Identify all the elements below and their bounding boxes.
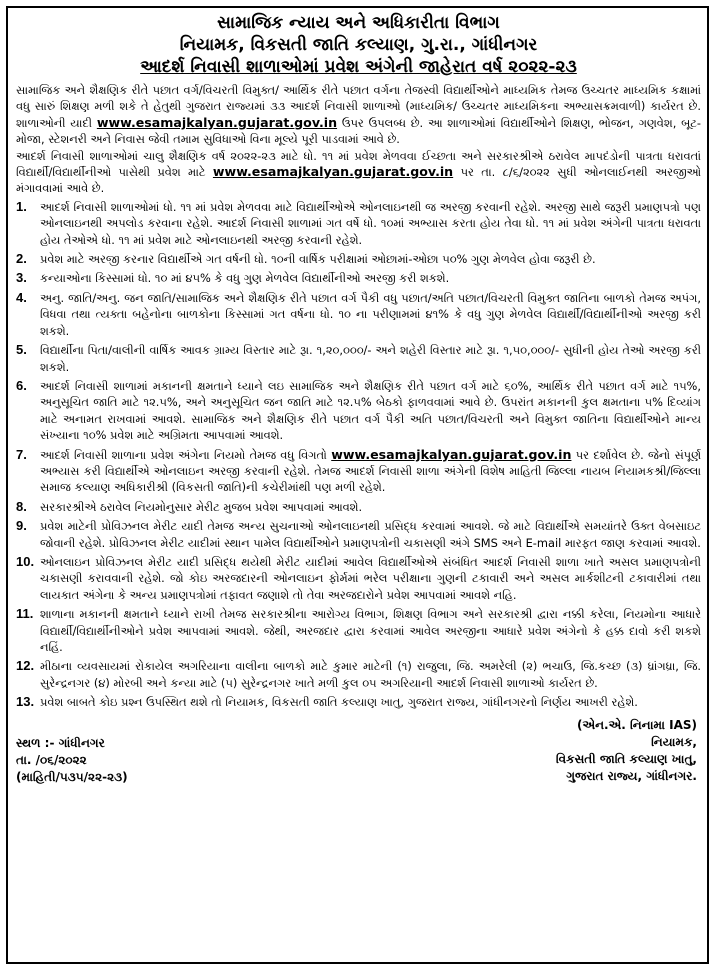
list-item xyxy=(16,518,701,551)
item-text: વિદ્યાર્થીના પિતા/વાલીની વાર્ષિક આવક ગ્રામ્ય વિસ્તાર માટે રૂા. ૧,૨૦,૦૦૦/- અને શહેરી વિસ્તાર માટે રૂા. ૧,૫૦,૦૦૦/- સુધીની હોય તેઓ અરજી કરી શકશે. xyxy=(40,343,701,374)
item-number: 12. xyxy=(16,658,35,674)
intro-paragraph-2 xyxy=(16,148,701,197)
item-text: પ્રવેશ માટે અરજી કરનાર વિદ્યાર્થીએ ગત વર્ષની ધો. ૧૦ની વાર્ષિક પરીક્ષામાં ઓછામાં-ઓછા ૫૦% ગુણ મેળવેલ હોવા જરૂરી છે. xyxy=(40,252,596,267)
website-link[interactable]: www.esamajkalyan.gujarat.gov.in xyxy=(96,114,338,130)
list-item xyxy=(16,251,701,267)
advertisement-border xyxy=(6,6,709,964)
item-number: 3. xyxy=(16,270,27,286)
office-name: વિકસતી જાતિ કલ્યાણ ખાતુ, xyxy=(555,751,697,766)
list-item xyxy=(16,606,701,655)
rules-list xyxy=(16,199,701,711)
item-text: પ્રવેશ માટેની પ્રોવિઝનલ મેરીટ યાદી તેમજ અન્ય સુચનાઓ ઓનલાઇનથી પ્રસિદ્ધ કરવામાં આવશે. જે માટે વિદ્યાર્થીએ સમયાંતરે ઉક્ત વેબસાઇટ જોવાની રહેશે. પ્રોવિઝનલ મેરીટ યાદીમાં સ્થાન પામેલ વિદ્યાર્થીઓને પ્રમાણપત્રોની ચકાસણી અંગે SMS અને E-mail મારફત જાણ કરવામાં આવશે. xyxy=(40,519,701,550)
item-text: પ્રવેશ બાબતે કોઇ પ્રશ્ન ઉપસ્થિત થશે તો નિયામક, વિકસતી જાતિ કલ્યાણ ખાતુ, ગુજરાત રાજ્ય, ગાંધીનગરનો નિર્ણય આખરી રહેશે. xyxy=(40,695,638,710)
list-item xyxy=(16,447,701,496)
signatory-name: (એન.એ. નિનામા IAS) xyxy=(576,717,697,732)
item-text: ઓનલાઇન પ્રોવિઝનલ મેરીટ યાદી પ્રસિદ્ધ થયેથી મેરીટ યાદીમાં આવેલ વિદ્યાર્થીઓએ સંબંધિત આદર્શ નિવાસી શાળા ખાતે અસલ પ્રમાણપત્રોની ચકાસણી કરાવવાની રહેશે. જો કોઇ અરજદારની ઓનલાઇન ફોર્મમાં ભરેલ પરીક્ષાના ગુણની ટકાવારી અને અસલ માર્કશીટની ટકાવારીમાં તથા લાયકાત અંગેના કે અન્ય પ્રમાણપત્રોમાં તફાવત જણાશે તો તેવા અરજદારોને પ્રવેશ આપવામાં આવશે નહિ. xyxy=(40,554,701,602)
intro-paragraph-1 xyxy=(16,82,701,148)
item-text xyxy=(40,447,701,496)
item-number: 11. xyxy=(16,606,34,622)
item-number: 5. xyxy=(16,342,27,358)
footer xyxy=(16,717,701,786)
list-item xyxy=(16,554,701,603)
date: તા. /૦૬/૨૦૨૨ xyxy=(16,752,87,767)
list-item xyxy=(16,378,701,444)
item-text: આદર્શ નિવાસી શાળાઓમાં ધો. ૧૧ માં પ્રવેશ મેળવવા માટે વિદ્યાર્થીઓએ ઓનલાઇનથી જ અરજી કરવાની રહેશે. અરજી સાથે જરૂરી પ્રમાણપત્રો પણ ઓનલાઇનથી અપલોડ કરવાના રહેશે. આદર્શ નિવાસી શાળામાં ગત વર્ષે ધો. ૧૦માં અભ્યાસ કરતા હોય તેવા ધો. ૧૧ માં પ્રવેશ અંગેની પાત્રતા ધરાવતા હોય તેઓએ ધો. ૧૧ માં પ્રવેશ માટે ઓનલાઇનથી અરજી કરવાની રહેશે. xyxy=(40,199,701,247)
item-text: કન્યાઓના કિસ્સામાં ધો. ૧૦ માં ૪૫% કે વધુ ગુણ મેળવેલ વિદ્યાર્થીનીઓ અરજી કરી શકશે. xyxy=(40,271,450,286)
item-number: 10. xyxy=(16,553,35,569)
item-number: 4. xyxy=(16,289,27,305)
intro-text-1b: ઉપર ઉપલબ્ધ છે. આ શાળાઓમાં વિદ્યાર્થીઓને શિક્ષણ, ભોજન, ગણવેશ, બૂટ-મોજા, સ્ટેશનરી અને નિવાસ જેવી તમામ સુવિધાઓ વિના મૂલ્યે પૂરી પાડવામાં આવે છે. xyxy=(16,115,702,147)
list-item xyxy=(16,499,701,515)
footer-left xyxy=(16,717,128,786)
designation: નિયામક, xyxy=(651,734,697,749)
item-text: સરકારશ્રીએ ઠરાવેલ નિયમોનુસાર મેરીટ મુજબ પ્રવેશ આપવામાં આવશે. xyxy=(40,499,363,514)
list-item xyxy=(16,342,701,375)
item-number: 6. xyxy=(16,377,27,393)
item-number: 2. xyxy=(16,251,27,267)
reference-number: (માહિતી/૫૩૫/૨૨-૨૩) xyxy=(16,769,128,784)
item-number: 9. xyxy=(16,518,27,534)
item-text: આદર્શ નિવાસી શાળામાં મકાનની ક્ષમતાને ધ્યાને લઇ સામાજિક અને શૈક્ષણિક રીતે પછાત વર્ગ માટે ૬૦%, આર્થિક રીતે પછાત વર્ગ માટે ૧૫%, અનુસૂચિત જાતિ માટે ૧૨.૫%, અને અનુસૂચિત જન જાતિ માટે ૧૨.૫% બેઠકો ફાળવવામાં આવે છે. ઉપરાંત મકાનની કુલ ક્ષમતાના ૫% દિવ્યાંગ માટે અનામત રાખવામાં આવશે. સામાજિક અને શૈક્ષણિક રીતે પછાત વર્ગ પૈકી અતિ પછાત/વિચરતી અને વિમુક્ત જાતિના વિદ્યાર્થીઓને માન્ય સંખ્યાના ૧૦% પ્રવેશ માટે અગ્રિમતા આપવામાં આવશે. xyxy=(40,378,701,443)
intro-text-2b: પર તા. ૮/૬/૨૦૨૨ સુધી ઓનલાઈનથી અરજીઓ મંગાવવામાં આવે છે. xyxy=(16,165,701,196)
office-title: નિયામક, વિકસતી જાતિ કલ્યાણ, ગુ.રા., ગાંધીનગર xyxy=(179,35,538,55)
website-link[interactable]: www.esamajkalyan.gujarat.gov.in xyxy=(212,164,454,180)
intro-text-2a: આદર્શ નિવાસી શાળાઓમાં ચાલુ શૈક્ષણિક વર્ષ ૨૦૨૨-૨૩ માટે ધો. ૧૧ માં પ્રવેશ મેળવવા ઈચ્છતા અને સરકારશ્રીએ ઠરાવેલ માપદંડોની પાત્રતા ધરાવતાં વિદ્યાર્થી/વિદ્યાર્થીનીઓ પાસેથી પ્રવેશ માટે xyxy=(16,148,701,180)
list-item xyxy=(16,658,701,691)
item-text-b: પર દર્શાવેલ છે. જેનો સંપૂર્ણ અભ્યાસ કરી વિદ્યાર્થીએ ઓનલાઇન અરજી કરવાની રહેશે. તેમજ આદર્શ નિવાસી શાળા અંગેની વિશેષ માહિતી જિલ્લા નાયબ નિયામકશ્રી/જિલ્લા સમાજ કલ્યાણ અધિકારીશ્રી (વિકસતી જાતિ)ની કચેરીમાંથી પણ મળી રહેશે. xyxy=(40,447,702,495)
list-item xyxy=(16,199,701,248)
list-item xyxy=(16,270,701,286)
website-link[interactable]: www.esamajkalyan.gujarat.gov.in xyxy=(331,446,572,462)
office-location: ગુજરાત રાજ્ય, ગાંધીનગર. xyxy=(566,768,697,783)
item-number: 7. xyxy=(16,446,27,462)
department-title: સામાજિક ન્યાય અને અધિકારીતા વિભાગ xyxy=(217,13,500,33)
item-number: 13. xyxy=(16,694,35,710)
item-number: 1. xyxy=(16,198,27,214)
advertisement-title: આદર્શ નિવાસી શાળાઓમાં પ્રવેશ અંગેની જાહેરાત વર્ષ ૨૦૨૨-૨૩ xyxy=(140,57,577,77)
list-item xyxy=(16,694,701,710)
item-text-a: આદર્શ નિવાસી શાળાના પ્રવેશ અંગેના નિયમો તેમજ વધુ વિગતો xyxy=(40,447,332,462)
header xyxy=(16,12,701,78)
list-item xyxy=(16,290,701,339)
item-number: 8. xyxy=(16,498,27,514)
intro-text-1a: સામાજિક અને શૈક્ષણિક રીતે પછાત વર્ગ/વિચરતી વિમુક્ત/ આર્થિક રીતે પછાત વર્ગના તેજસ્વી વિદ્યાર્થીઓને માધ્યમિક તેમજ ઉચ્ચતર માધ્યમિક કક્ષામાં વધુ સારું શિક્ષણ મળી શકે તે હેતુથી ગુજરાત રાજ્યમાં ૩૩ આદર્શ નિવાસી શાળાઓ (માધ્યમિક/ ઉચ્ચતર માધ્યમિકના અભ્યાસક્રમવાળી) કાર્યરત છે. શાળાઓની યાદી xyxy=(16,83,701,130)
place: સ્થળ :- ગાંધીનગર xyxy=(16,735,105,750)
item-text: અનુ. જાતિ/અનુ. જન જાતિ/સામાજિક અને શૈક્ષણિક રીતે પછાત વર્ગ પૈકી વધુ પછાત/અતિ પછાત/વિચરતી વિમુક્ત જાતિના બાળકો તેમજ અપંગ, વિધવા તથા ત્યક્તા બહેનોના બાળકોના કિસ્સામાં ગત વર્ષના ધો. ૧૦ ના પરીણામમાં ૪૧% કે વધુ ગુણ મેળવેલ વિદ્યાર્થી/વિદ્યાર્થીનીઓ અરજી કરી શકશે. xyxy=(40,290,701,338)
item-text: શાળાના મકાનની ક્ષમતાને ધ્યાને રાખી તેમજ સરકારશ્રીના આરોગ્ય વિભાગ, શિક્ષણ વિભાગ અને સરકારશ્રી દ્વારા નક્કી કરેલા, નિયમોના આધારે વિદ્યાર્થી/વિદ્યાર્થીનીઓને પ્રવેશ આપવામાં આવશે. જેથી, અરજદાર દ્વારા કરવામાં આવેલ અરજીના આધારે પ્રવેશ અંગેનો કે હક્ક દાવો કરી શકશે નહિં. xyxy=(40,607,701,654)
signature-block xyxy=(556,717,701,786)
item-text: મીઠાના વ્યવસાયમાં રોકાયેલ અગરિયાના વાલીના બાળકો માટે કુમાર માટેની (૧) રાજુલા, જિ. અમરેલી (૨) ભચાઉ, જિ.કચ્છ (૩) ધ્રાંગધ્રા, જિ. સુરેન્દ્રનગર (૪) મોરબી અને કન્યા માટે (૫) સુરેન્દ્રનગર ખાતે મળી કુલ ૦૫ અગરિયાની આદર્શ નિવાસી શાળાઓ કાર્યરત છે. xyxy=(40,659,701,690)
